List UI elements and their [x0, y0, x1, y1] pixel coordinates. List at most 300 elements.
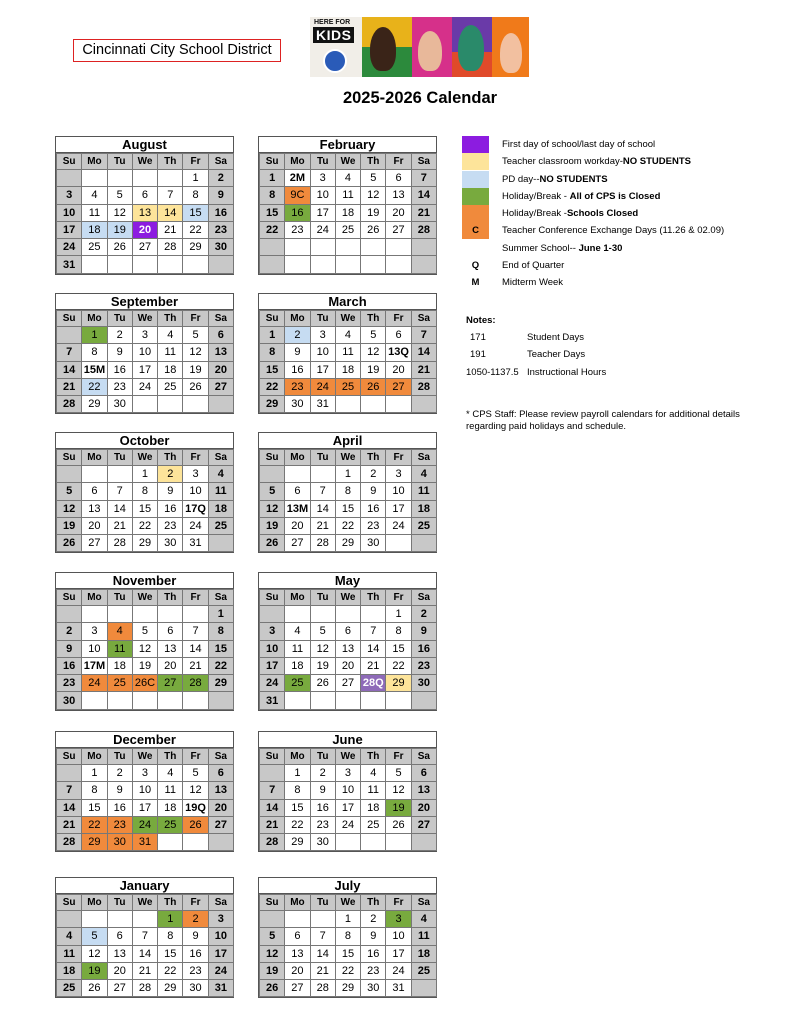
day-cell [107, 256, 132, 273]
day-cell: 1 [158, 911, 183, 928]
day-cell: 18 [158, 799, 183, 816]
day-cell: 13 [107, 945, 132, 962]
day-cell: 11 [57, 945, 82, 962]
day-cell: 23 [183, 962, 208, 979]
day-cell [411, 535, 436, 552]
legend-label: PD day--NO STUDENTS [502, 173, 608, 185]
day-cell: 1 [208, 606, 233, 623]
day-cell [183, 256, 208, 273]
day-cell: 9 [57, 640, 82, 657]
day-cell: 16 [411, 640, 436, 657]
weekday-header: Mo [285, 749, 310, 765]
day-cell: 27 [132, 239, 157, 256]
day-cell [285, 911, 310, 928]
day-cell [57, 170, 82, 187]
district-name: Cincinnati City School District [73, 39, 281, 62]
weekday-header: Mo [285, 154, 310, 170]
day-cell [411, 396, 436, 413]
day-cell: 9 [361, 483, 386, 500]
day-cell: 5 [183, 327, 208, 344]
day-cell: 17 [335, 799, 360, 816]
day-cell: 15 [260, 204, 285, 221]
day-cell: 30 [107, 396, 132, 413]
day-cell: 2 [107, 765, 132, 782]
day-cell: 21 [57, 816, 82, 833]
day-cell: 6 [82, 483, 107, 500]
day-cell [335, 396, 360, 413]
day-cell: 24 [132, 816, 157, 833]
legend-label: End of Quarter [502, 260, 565, 272]
day-cell: 15 [335, 500, 360, 517]
legend-label: Midterm Week [502, 277, 564, 289]
day-cell [208, 692, 233, 709]
day-cell: 10 [386, 483, 411, 500]
day-cell: 4 [411, 911, 436, 928]
day-cell: 19 [361, 204, 386, 221]
day-cell [335, 834, 360, 851]
day-cell: 6 [208, 327, 233, 344]
month-july [258, 877, 437, 998]
day-cell: 18 [335, 361, 360, 378]
day-cell: 31 [310, 396, 335, 413]
page-title: 2025-2026 Calendar [342, 89, 498, 107]
day-cell: 14 [411, 344, 436, 361]
day-cell [158, 170, 183, 187]
day-cell: 27 [335, 675, 360, 692]
day-cell: 28 [158, 239, 183, 256]
day-cell [361, 256, 386, 273]
weekday-header: Th [158, 749, 183, 765]
day-cell: 17 [310, 204, 335, 221]
month-name: November [56, 573, 233, 589]
day-cell [208, 256, 233, 273]
day-cell: 21 [183, 657, 208, 674]
weekday-header: Mo [82, 450, 107, 466]
day-cell: 4 [335, 327, 360, 344]
day-cell: 10 [310, 344, 335, 361]
note-row [466, 349, 786, 366]
day-cell: 6 [285, 483, 310, 500]
weekday-header: We [132, 450, 157, 466]
weekday-header: Fr [386, 590, 411, 606]
weekday-header: We [335, 895, 360, 911]
day-cell [386, 256, 411, 273]
day-cell: 21 [107, 517, 132, 534]
day-cell: 5 [57, 483, 82, 500]
day-cell: 12 [260, 945, 285, 962]
day-cell: 4 [158, 327, 183, 344]
day-cell: 8 [82, 344, 107, 361]
day-cell: 17 [386, 945, 411, 962]
day-cell: 11 [158, 782, 183, 799]
weekday-header: Th [361, 311, 386, 327]
day-cell [260, 765, 285, 782]
day-cell: 9 [361, 928, 386, 945]
day-cell: 28 [260, 834, 285, 851]
day-cell: 23 [107, 816, 132, 833]
day-cell: 25 [285, 675, 310, 692]
day-cell: 23 [411, 657, 436, 674]
day-cell: 7 [57, 782, 82, 799]
day-cell: 7 [310, 483, 335, 500]
month-name: October [56, 433, 233, 449]
weekday-header: Th [361, 895, 386, 911]
day-cell: 10 [386, 928, 411, 945]
weekday-header: Tu [107, 450, 132, 466]
day-cell: 26 [310, 675, 335, 692]
weekday-header: Sa [208, 590, 233, 606]
day-cell: 6 [158, 623, 183, 640]
day-cell: 10 [57, 204, 82, 221]
day-cell: 5 [260, 483, 285, 500]
month-name: February [259, 137, 436, 153]
day-cell: 29 [183, 239, 208, 256]
weekday-header: Sa [208, 450, 233, 466]
day-cell [57, 911, 82, 928]
weekday-header: Mo [285, 311, 310, 327]
month-february [258, 136, 437, 275]
day-cell: 4 [335, 170, 360, 187]
day-cell: 3 [57, 187, 82, 204]
day-cell: 2 [361, 466, 386, 483]
day-cell: 18 [208, 500, 233, 517]
day-cell: 10 [132, 782, 157, 799]
weekday-header: Tu [107, 590, 132, 606]
day-cell [285, 606, 310, 623]
day-cell: 28 [57, 834, 82, 851]
day-cell: 14 [132, 945, 157, 962]
day-cell: 19 [132, 657, 157, 674]
weekday-header: We [132, 895, 157, 911]
note-label: Student Days [527, 332, 585, 343]
day-cell: 27 [158, 675, 183, 692]
weekday-header: Th [158, 590, 183, 606]
day-cell: 3 [310, 170, 335, 187]
day-cell: 17 [310, 361, 335, 378]
day-cell: 27 [107, 980, 132, 997]
day-cell [386, 535, 411, 552]
day-cell: 1 [285, 765, 310, 782]
day-cell: 19 [107, 221, 132, 238]
day-cell: 9 [183, 928, 208, 945]
legend-item [462, 136, 782, 153]
month-name: January [56, 878, 233, 894]
day-cell: 10 [335, 782, 360, 799]
day-cell: 24 [386, 962, 411, 979]
day-cell: 11 [107, 640, 132, 657]
day-cell [183, 396, 208, 413]
day-cell: 3 [132, 765, 157, 782]
staff-note: * CPS Staff: Please review payroll calendars for additional details regarding paid holidays and schedule. [466, 409, 740, 432]
weekday-header: Fr [386, 154, 411, 170]
day-cell: 12 [310, 640, 335, 657]
day-cell [335, 239, 360, 256]
day-cell: 7 [411, 327, 436, 344]
day-cell: 10 [310, 187, 335, 204]
day-cell: 9 [208, 187, 233, 204]
legend-item [462, 171, 782, 188]
day-cell: 30 [183, 980, 208, 997]
weekday-header: Fr [183, 590, 208, 606]
day-cell [260, 911, 285, 928]
day-cell: 22 [335, 517, 360, 534]
day-cell: 26 [260, 535, 285, 552]
legend-item [462, 257, 782, 274]
day-cell: 1 [386, 606, 411, 623]
weekday-header: We [335, 749, 360, 765]
day-cell: 11 [158, 344, 183, 361]
month-name: June [259, 732, 436, 748]
day-cell: 29 [82, 396, 107, 413]
day-cell: 25 [208, 517, 233, 534]
day-cell: 1 [82, 327, 107, 344]
day-cell: 22 [82, 816, 107, 833]
day-cell: 29 [208, 675, 233, 692]
note-value: 171 [470, 332, 486, 343]
day-cell: 3 [310, 327, 335, 344]
day-cell: 18 [411, 945, 436, 962]
day-cell: 13M [285, 500, 310, 517]
legend-swatch: C [462, 222, 489, 239]
day-cell: 9 [158, 483, 183, 500]
day-cell: 2 [411, 606, 436, 623]
day-cell: 30 [158, 535, 183, 552]
day-cell: 24 [208, 962, 233, 979]
day-cell: 5 [82, 928, 107, 945]
day-cell: 25 [57, 980, 82, 997]
weekday-header: Th [361, 749, 386, 765]
weekday-header: Th [361, 590, 386, 606]
day-cell: 29 [285, 834, 310, 851]
day-cell: 29 [335, 535, 360, 552]
day-cell: 20 [386, 204, 411, 221]
day-cell: 19Q [183, 799, 208, 816]
day-cell: 22 [386, 657, 411, 674]
day-cell: 25 [411, 517, 436, 534]
month-name: July [259, 878, 436, 894]
day-cell: 14 [361, 640, 386, 657]
day-cell [158, 692, 183, 709]
day-cell [285, 466, 310, 483]
day-cell: 27 [386, 378, 411, 395]
day-cell: 29 [335, 980, 360, 997]
day-cell: 20 [158, 657, 183, 674]
day-cell: 26 [183, 378, 208, 395]
weekday-header: Su [260, 590, 285, 606]
weekday-header: Su [57, 749, 82, 765]
weekday-header: Fr [183, 895, 208, 911]
day-cell: 12 [361, 344, 386, 361]
weekday-header: Su [57, 590, 82, 606]
day-cell [260, 466, 285, 483]
day-cell: 18 [158, 361, 183, 378]
day-cell: 13Q [386, 344, 411, 361]
day-cell [158, 606, 183, 623]
day-cell: 18 [82, 221, 107, 238]
month-june [258, 731, 437, 852]
day-cell [57, 606, 82, 623]
day-cell: 27 [208, 816, 233, 833]
day-cell: 31 [132, 834, 157, 851]
day-cell: 2 [57, 623, 82, 640]
day-cell: 20 [208, 361, 233, 378]
legend-item [462, 153, 782, 170]
day-cell: 22 [82, 378, 107, 395]
day-cell: 7 [132, 928, 157, 945]
day-cell [107, 606, 132, 623]
day-cell: 16 [285, 204, 310, 221]
day-cell: 23 [310, 816, 335, 833]
day-cell [57, 327, 82, 344]
day-cell: 30 [107, 834, 132, 851]
day-cell: 31 [183, 535, 208, 552]
day-cell [132, 396, 157, 413]
day-cell: 21 [57, 378, 82, 395]
day-cell: 3 [386, 466, 411, 483]
day-cell: 12 [361, 187, 386, 204]
day-cell: 28 [183, 675, 208, 692]
day-cell: 7 [310, 928, 335, 945]
legend-swatch [462, 240, 489, 257]
month-september [55, 293, 234, 414]
day-cell [285, 692, 310, 709]
day-cell: 6 [335, 623, 360, 640]
day-cell: 27 [386, 221, 411, 238]
weekday-header: Sa [411, 311, 436, 327]
day-cell: 14 [57, 799, 82, 816]
weekday-header: Sa [208, 154, 233, 170]
weekday-header: Su [260, 311, 285, 327]
day-cell [386, 396, 411, 413]
day-cell [82, 692, 107, 709]
weekday-header: Sa [411, 450, 436, 466]
legend-label: Summer School-- June 1-30 [502, 242, 623, 254]
day-cell: 3 [386, 911, 411, 928]
day-cell: 10 [260, 640, 285, 657]
day-cell: 5 [361, 170, 386, 187]
day-cell: 14 [158, 204, 183, 221]
weekday-header: Mo [82, 895, 107, 911]
day-cell: 11 [411, 928, 436, 945]
day-cell [411, 692, 436, 709]
weekday-header: Mo [82, 590, 107, 606]
day-cell: 22 [260, 221, 285, 238]
day-cell: 7 [183, 623, 208, 640]
day-cell: 26 [82, 980, 107, 997]
day-cell: 8 [82, 782, 107, 799]
legend-label: Teacher Conference Exchange Days (11.26 & 02.09) [502, 225, 725, 237]
weekday-header: Mo [82, 311, 107, 327]
day-cell [82, 466, 107, 483]
day-cell [107, 911, 132, 928]
day-cell: 26 [57, 535, 82, 552]
day-cell: 25 [82, 239, 107, 256]
day-cell: 7 [57, 344, 82, 361]
day-cell [310, 256, 335, 273]
day-cell: 25 [107, 675, 132, 692]
day-cell: 4 [285, 623, 310, 640]
legend-item [462, 240, 782, 257]
day-cell: 28Q [361, 675, 386, 692]
weekday-header: We [132, 154, 157, 170]
day-cell [411, 834, 436, 851]
day-cell: 19 [310, 657, 335, 674]
day-cell: 8 [260, 344, 285, 361]
day-cell: 27 [285, 980, 310, 997]
day-cell: 16 [57, 657, 82, 674]
weekday-header: We [335, 311, 360, 327]
weekday-header: Sa [208, 311, 233, 327]
day-cell: 4 [82, 187, 107, 204]
day-cell: 5 [260, 928, 285, 945]
day-cell: 30 [411, 675, 436, 692]
day-cell: 6 [107, 928, 132, 945]
day-cell: 12 [183, 782, 208, 799]
day-cell: 31 [57, 256, 82, 273]
weekday-header: Fr [183, 749, 208, 765]
day-cell: 1 [183, 170, 208, 187]
day-cell: 28 [310, 980, 335, 997]
day-cell: 16 [208, 204, 233, 221]
weekday-header: Mo [285, 895, 310, 911]
weekday-header: Su [57, 154, 82, 170]
day-cell: 20 [107, 962, 132, 979]
month-march [258, 293, 437, 414]
month-name: April [259, 433, 436, 449]
day-cell: 15 [208, 640, 233, 657]
day-cell: 16 [158, 500, 183, 517]
month-name: March [259, 294, 436, 310]
day-cell: 19 [183, 361, 208, 378]
day-cell: 12 [57, 500, 82, 517]
day-cell: 24 [132, 378, 157, 395]
day-cell: 23 [57, 675, 82, 692]
day-cell: 24 [82, 675, 107, 692]
day-cell: 25 [411, 962, 436, 979]
weekday-header: Su [260, 154, 285, 170]
weekday-header: Su [57, 450, 82, 466]
day-cell: 2 [310, 765, 335, 782]
day-cell: 21 [361, 657, 386, 674]
weekday-header: Su [57, 311, 82, 327]
day-cell: 14 [57, 361, 82, 378]
day-cell: 6 [386, 170, 411, 187]
weekday-header: Mo [82, 154, 107, 170]
day-cell: 11 [82, 204, 107, 221]
day-cell: 31 [260, 692, 285, 709]
day-cell: 13 [132, 204, 157, 221]
day-cell: 1 [260, 327, 285, 344]
weekday-header: Tu [310, 450, 335, 466]
weekday-header: Tu [310, 749, 335, 765]
day-cell: 21 [158, 221, 183, 238]
day-cell: 31 [386, 980, 411, 997]
day-cell: 14 [310, 500, 335, 517]
day-cell [132, 692, 157, 709]
note-label: Instructional Hours [527, 366, 607, 378]
legend-swatch [462, 153, 489, 170]
day-cell [107, 170, 132, 187]
weekday-header: Fr [183, 154, 208, 170]
day-cell: 10 [82, 640, 107, 657]
day-cell: 12 [183, 344, 208, 361]
weekday-header: We [335, 450, 360, 466]
day-cell: 14 [411, 187, 436, 204]
legend-swatch [462, 205, 489, 222]
day-cell: 24 [335, 816, 360, 833]
day-cell: 9 [411, 623, 436, 640]
day-cell: 29 [386, 675, 411, 692]
